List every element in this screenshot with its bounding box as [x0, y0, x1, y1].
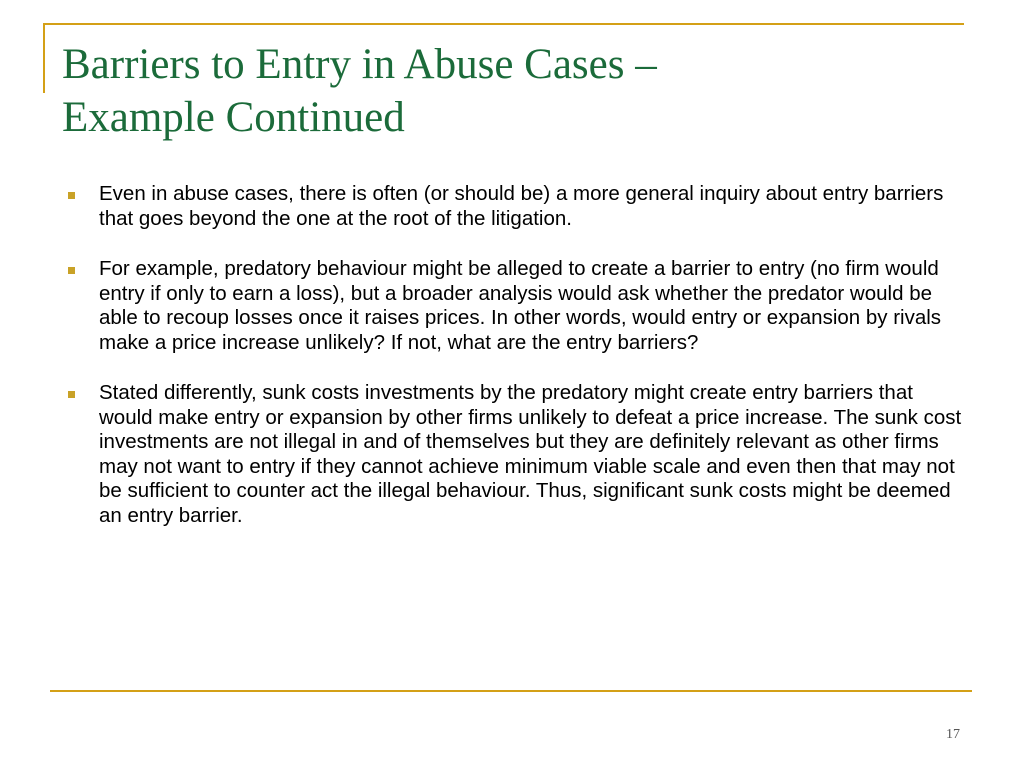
slide-title-line-1: Barriers to Entry in Abuse Cases –: [62, 41, 657, 88]
slide-title-line-2: Example Continued: [62, 94, 405, 141]
left-border-line: [43, 23, 45, 93]
square-bullet-icon: [68, 267, 75, 274]
square-bullet-icon: [68, 192, 75, 199]
bullet-list: [62, 182, 962, 554]
bullet-item: [62, 182, 962, 231]
bullet-text: Even in abuse cases, there is often (or should be) a more general inquiry about entry barriers that goes beyond the one at the root of the litigation.: [99, 182, 944, 230]
slide-title: [62, 38, 962, 144]
bullet-text: For example, predatory behaviour might be alleged to create a barrier to entry (no firm would entry if only to earn a loss), but a broader analysis would ask whether the predator would be able to recoup losses once it raises prices. In other words, would entry or expansion by rivals make a price increase unlikely? If not, what are the entry barriers?: [99, 257, 942, 354]
bullet-item: [62, 257, 962, 355]
bottom-border-line: [50, 690, 972, 692]
bullet-item: [62, 381, 962, 528]
top-border-line: [43, 23, 964, 25]
slide-number: 17: [946, 727, 960, 742]
square-bullet-icon: [68, 391, 75, 398]
bullet-text: Stated differently, sunk costs investments by the predatory might create entry barriers that would make entry or expansion by other firms unlikely to defeat a price increase. The sunk cost investments are not illegal in and of themselves but they are definitely relevant as other firms may not want to entry if they cannot achieve minimum viable scale and even then that may not be sufficient to counter act the illegal behaviour. Thus, significant sunk costs might be deemed an entry barrier.: [99, 381, 962, 527]
